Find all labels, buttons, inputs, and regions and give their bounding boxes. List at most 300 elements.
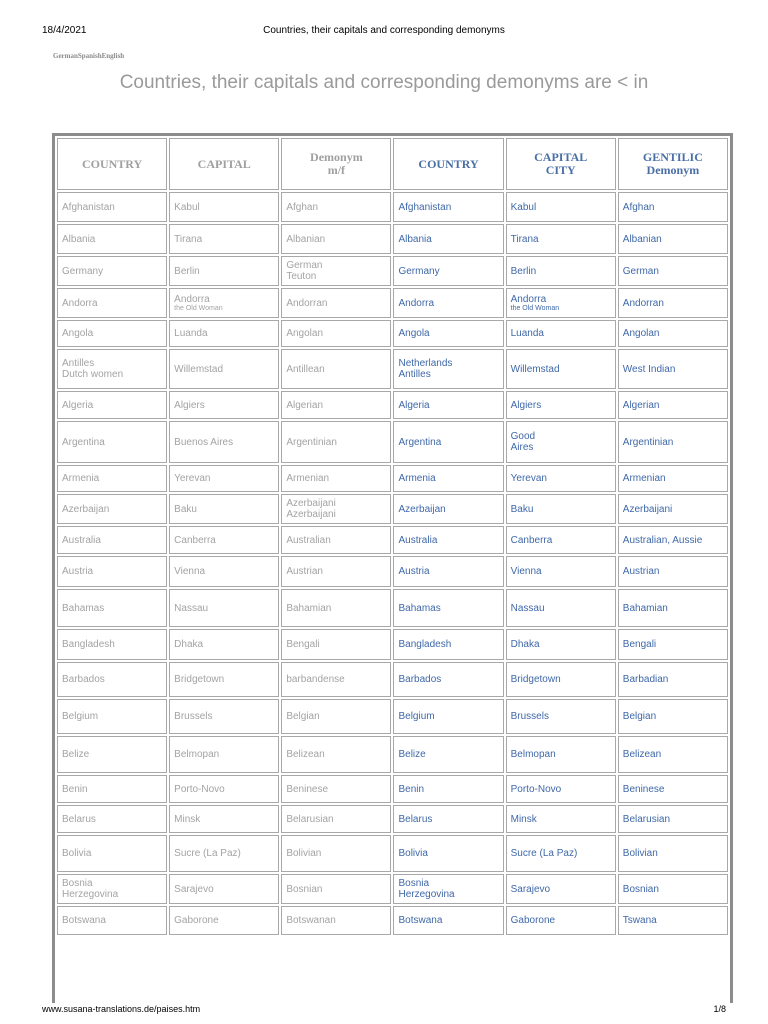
cell-demonym-es <box>281 589 391 627</box>
cell-text: Good <box>510 431 536 442</box>
cell-demonym-en <box>618 421 728 463</box>
cell-demonym-es <box>281 192 391 222</box>
cell-text: Bahamas <box>62 602 105 614</box>
table-row <box>57 465 728 492</box>
header-line: CAPITAL <box>534 150 588 164</box>
cell-text: Azerbaijan <box>398 503 446 515</box>
cell-text: Bridgetown <box>174 674 225 685</box>
cell-demonym-es <box>281 805 391 833</box>
cell-text: Tirana <box>174 233 203 245</box>
header-demonym-en <box>618 138 728 190</box>
cell-text: Luanda <box>510 328 544 339</box>
cell-text: Belgian <box>622 711 657 722</box>
table-row <box>57 736 728 773</box>
cell-text: Baku <box>510 503 534 515</box>
cell-text: Algeria <box>398 399 430 411</box>
cell-capital-en <box>506 494 616 524</box>
language-links[interactable]: GermanSpanishEnglish <box>53 52 125 60</box>
cell-country-es <box>57 349 167 389</box>
cell-country-en <box>393 192 503 222</box>
cell-demonym-es <box>281 629 391 660</box>
cell-demonym-es <box>281 421 391 463</box>
cell-text: Armenian <box>286 473 330 484</box>
cell-text: Luanda <box>174 328 208 339</box>
cell-capital-en <box>506 805 616 833</box>
cell-text: Bahamas <box>398 602 441 614</box>
cell-country-es <box>57 224 167 254</box>
cell-text: Herzegovina <box>398 889 455 900</box>
cell-demonym-es <box>281 526 391 554</box>
table-row <box>57 805 728 833</box>
cell-demonym-es <box>281 224 391 254</box>
table-row <box>57 662 728 697</box>
cell-text: Albania <box>398 233 432 245</box>
cell-capital-es <box>169 699 279 734</box>
cell-text: Austrian <box>622 566 660 577</box>
cell-text: Angolan <box>622 328 660 339</box>
cell-capital-es <box>169 835 279 872</box>
cell-country-en <box>393 526 503 554</box>
cell-text: Yerevan <box>174 473 211 484</box>
cell-demonym-es <box>281 556 391 587</box>
header-line: GENTILIC <box>642 150 703 164</box>
cell-country-es <box>57 662 167 697</box>
cell-text: Austria <box>398 566 430 577</box>
cell-text: Australia <box>398 534 438 546</box>
cell-demonym-en <box>618 629 728 660</box>
cell-text: Belarus <box>62 813 96 825</box>
cell-text: Belmopan <box>174 749 220 760</box>
cell-text: Algerian <box>286 399 324 411</box>
cell-text: Azerbaijani <box>286 509 336 520</box>
cell-text: Dhaka <box>510 639 540 650</box>
cell-text: Belgian <box>286 711 320 722</box>
cell-capital-es <box>169 629 279 660</box>
cell-text: Nassau <box>510 602 545 614</box>
cell-text: Azerbaijan <box>62 503 110 515</box>
header-line: Demonym <box>646 163 700 177</box>
cell-capital-en <box>506 349 616 389</box>
cell-text: Belize <box>62 749 90 760</box>
cell-text: Botswana <box>398 915 443 926</box>
cell-capital-en <box>506 224 616 254</box>
cell-text: Dutch women <box>62 369 124 380</box>
cell-text: Antilles <box>62 358 95 369</box>
cell-text: Algeria <box>62 399 94 411</box>
cell-capital-en <box>506 699 616 734</box>
cell-text: Austrian <box>286 566 323 577</box>
table-row <box>57 256 728 286</box>
table-header-row <box>57 138 728 190</box>
cell-text: Armenia <box>62 473 100 484</box>
table-row <box>57 349 728 389</box>
header-line: COUNTRY <box>81 156 143 171</box>
cell-country-en <box>393 736 503 773</box>
cell-text: Vienna <box>174 566 206 577</box>
cell-text: Netherlands <box>398 358 453 369</box>
cell-text: Teuton <box>286 271 317 282</box>
cell-country-es <box>57 320 167 347</box>
cell-text: Argentinian <box>622 436 674 448</box>
cell-country-es <box>57 629 167 660</box>
cell-demonym-es <box>281 835 391 872</box>
cell-capital-es <box>169 192 279 222</box>
header-line: m/f <box>327 163 346 177</box>
cell-capital-es <box>169 805 279 833</box>
cell-text: Belgium <box>62 711 99 722</box>
print-date: 18/4/2021 <box>42 25 87 36</box>
cell-text: Austria <box>62 566 94 577</box>
cell-text: Brussels <box>174 711 213 722</box>
cell-country-en <box>393 662 503 697</box>
cell-capital-en <box>506 465 616 492</box>
cell-text: Albania <box>62 233 96 245</box>
cell-text: Azerbaijani <box>622 503 673 515</box>
cell-text: Sarajevo <box>174 883 214 895</box>
cell-country-es <box>57 556 167 587</box>
cell-text: Kabul <box>174 201 200 213</box>
cell-demonym-en <box>618 256 728 286</box>
cell-text: Argentinian <box>286 436 337 448</box>
cell-text: Germany <box>62 265 104 277</box>
cell-text: Albanian <box>622 233 662 245</box>
cell-capital-es <box>169 320 279 347</box>
cell-capital-en <box>506 629 616 660</box>
cell-capital-en <box>506 192 616 222</box>
cell-demonym-es <box>281 699 391 734</box>
print-header <box>42 25 726 39</box>
cell-text: Barbadian <box>622 674 669 685</box>
cell-capital-es <box>169 526 279 554</box>
cell-text: Barbados <box>398 674 442 685</box>
cell-text: Afghan <box>286 201 319 213</box>
cell-text: Andorran <box>286 297 328 309</box>
cell-capital-en <box>506 556 616 587</box>
cell-country-en <box>393 349 503 389</box>
cell-demonym-en <box>618 589 728 627</box>
cell-text: Algiers <box>174 399 205 411</box>
cell-text: Andorran <box>622 297 664 309</box>
cell-text: Aires <box>510 442 534 453</box>
cell-text: Bolivia <box>62 848 92 859</box>
cell-text: Angola <box>62 328 94 339</box>
cell-text: Argentina <box>398 436 442 448</box>
cell-text: Belize <box>398 749 426 760</box>
cell-capital-en <box>506 391 616 419</box>
cell-capital-es <box>169 736 279 773</box>
cell-text: Vienna <box>510 566 542 577</box>
table-row <box>57 421 728 463</box>
cell-capital-en <box>506 874 616 904</box>
cell-capital-en <box>506 320 616 347</box>
table-row <box>57 192 728 222</box>
header-capital-es <box>169 138 279 190</box>
cell-demonym-es <box>281 391 391 419</box>
header-line: CITY <box>545 163 576 177</box>
cell-text: Willemstad <box>510 363 560 375</box>
cell-demonym-en <box>618 699 728 734</box>
table-row <box>57 556 728 587</box>
cell-text: the Old Woman <box>174 304 223 312</box>
cell-text: Afghan <box>622 201 655 213</box>
cell-demonym-es <box>281 906 391 935</box>
cell-text: Kabul <box>510 201 537 213</box>
header-line: COUNTRY <box>418 156 479 171</box>
cell-country-en <box>393 906 503 935</box>
cell-text: Afghanistan <box>62 201 115 213</box>
cell-capital-es <box>169 589 279 627</box>
table-row <box>57 391 728 419</box>
header-demonym-es <box>281 138 391 190</box>
table-body <box>57 192 728 935</box>
cell-text: Bolivia <box>398 848 428 859</box>
cell-country-en <box>393 629 503 660</box>
cell-text: Bosnian <box>286 883 323 895</box>
cell-text: Albanian <box>286 233 326 245</box>
cell-capital-es <box>169 256 279 286</box>
cell-text: Bolivian <box>286 848 322 859</box>
cell-text: Belarusian <box>622 813 671 825</box>
cell-demonym-en <box>618 192 728 222</box>
cell-capital-en <box>506 589 616 627</box>
cell-capital-es <box>169 662 279 697</box>
header-line: Demonym <box>310 150 363 164</box>
cell-text: Yerevan <box>510 473 547 484</box>
cell-text: Minsk <box>510 813 537 825</box>
cell-text: Porto-Novo <box>174 783 225 795</box>
cell-text: Australian, Aussie <box>622 534 703 546</box>
cell-country-en <box>393 391 503 419</box>
cell-text: Barbados <box>62 674 105 685</box>
table-row <box>57 874 728 904</box>
cell-demonym-en <box>618 835 728 872</box>
cell-text: Bolivian <box>622 848 658 859</box>
cell-capital-en <box>506 288 616 318</box>
cell-capital-es <box>169 288 279 318</box>
cell-capital-en <box>506 835 616 872</box>
cell-demonym-en <box>618 320 728 347</box>
cell-demonym-es <box>281 736 391 773</box>
cell-text: the Old Woman <box>510 304 560 312</box>
cell-text: West Indian <box>622 363 676 375</box>
cell-text: Belizean <box>622 749 662 760</box>
cell-text: Nassau <box>174 602 209 614</box>
print-title: Countries, their capitals and corresponding demonyms <box>263 25 505 36</box>
cell-capital-es <box>169 465 279 492</box>
cell-country-es <box>57 699 167 734</box>
cell-country-en <box>393 224 503 254</box>
cell-text: Argentina <box>62 436 105 448</box>
header-capital-en <box>506 138 616 190</box>
cell-country-es <box>57 288 167 318</box>
cell-capital-es <box>169 391 279 419</box>
cell-country-es <box>57 421 167 463</box>
cell-text: Belarus <box>398 813 433 825</box>
cell-country-en <box>393 835 503 872</box>
cell-text: Minsk <box>174 813 201 825</box>
cell-capital-en <box>506 662 616 697</box>
cell-country-es <box>57 589 167 627</box>
countries-table-container <box>52 133 733 1003</box>
cell-country-en <box>393 465 503 492</box>
cell-text: Bengali <box>622 639 657 650</box>
cell-capital-en <box>506 526 616 554</box>
cell-text: Botswana <box>62 915 106 926</box>
countries-table <box>55 136 730 937</box>
cell-demonym-es <box>281 288 391 318</box>
cell-text: Bangladesh <box>62 639 115 650</box>
cell-text: Willemstad <box>174 363 224 375</box>
cell-demonym-es <box>281 465 391 492</box>
cell-text: barbandense <box>286 674 345 685</box>
cell-country-es <box>57 494 167 524</box>
cell-text: Belizean <box>286 749 325 760</box>
cell-demonym-en <box>618 736 728 773</box>
cell-text: Angolan <box>286 328 324 339</box>
cell-demonym-en <box>618 349 728 389</box>
table-row <box>57 526 728 554</box>
cell-text: Antillean <box>286 363 325 375</box>
cell-capital-en <box>506 256 616 286</box>
cell-country-en <box>393 320 503 347</box>
table-row <box>57 320 728 347</box>
cell-text: Beninese <box>622 783 665 795</box>
cell-capital-es <box>169 775 279 803</box>
header-line: CAPITAL <box>197 156 251 171</box>
cell-country-en <box>393 805 503 833</box>
cell-text: Bosnian <box>622 883 659 895</box>
cell-country-en <box>393 589 503 627</box>
cell-country-es <box>57 256 167 286</box>
cell-text: Bahamian <box>286 602 332 614</box>
cell-country-en <box>393 288 503 318</box>
cell-text: Sucre (La Paz) <box>510 848 578 859</box>
cell-country-es <box>57 736 167 773</box>
footer-url: www.susana-translations.de/paises.htm <box>42 1004 201 1014</box>
cell-demonym-en <box>618 391 728 419</box>
table-row <box>57 775 728 803</box>
cell-text: Porto-Novo <box>510 783 562 795</box>
cell-country-es <box>57 835 167 872</box>
cell-text: Andorra <box>510 293 547 305</box>
table-row <box>57 224 728 254</box>
cell-text: Armenian <box>622 473 666 484</box>
cell-capital-en <box>506 736 616 773</box>
cell-country-es <box>57 391 167 419</box>
cell-text: Australia <box>62 534 101 546</box>
cell-text: Angola <box>398 328 430 339</box>
cell-text: Belarusian <box>286 813 334 825</box>
cell-demonym-es <box>281 320 391 347</box>
cell-text: Belmopan <box>510 749 556 760</box>
cell-demonym-es <box>281 775 391 803</box>
cell-demonym-es <box>281 256 391 286</box>
cell-demonym-es <box>281 494 391 524</box>
cell-country-en <box>393 699 503 734</box>
header-country-es <box>57 138 167 190</box>
cell-demonym-en <box>618 526 728 554</box>
cell-demonym-es <box>281 349 391 389</box>
cell-country-en <box>393 775 503 803</box>
cell-text: Algiers <box>510 399 542 411</box>
page-title: Countries, their capitals and corresponding demonyms are < in <box>119 72 649 93</box>
cell-country-es <box>57 874 167 904</box>
cell-demonym-en <box>618 465 728 492</box>
cell-text: Brussels <box>510 711 549 722</box>
cell-text: Gaborone <box>510 915 556 926</box>
cell-country-en <box>393 256 503 286</box>
page-number: 1/8 <box>713 1004 726 1014</box>
cell-text: Canberra <box>510 534 553 546</box>
cell-capital-es <box>169 349 279 389</box>
cell-text: Benin <box>398 783 425 795</box>
cell-text: Botswanan <box>286 915 336 926</box>
cell-demonym-en <box>618 662 728 697</box>
cell-country-es <box>57 805 167 833</box>
table-row <box>57 629 728 660</box>
cell-text: Armenia <box>398 473 436 484</box>
cell-text: Bridgetown <box>510 674 561 685</box>
cell-country-en <box>393 421 503 463</box>
cell-demonym-en <box>618 494 728 524</box>
cell-capital-es <box>169 494 279 524</box>
cell-text: Azerbaijani <box>286 498 336 509</box>
cell-text: Baku <box>174 503 197 515</box>
header-country-en <box>393 138 503 190</box>
cell-text: Sucre (La Paz) <box>174 848 241 859</box>
cell-text: Belgium <box>398 711 435 722</box>
cell-country-en <box>393 494 503 524</box>
cell-demonym-en <box>618 556 728 587</box>
cell-text: Berlin <box>174 265 200 277</box>
cell-capital-en <box>506 906 616 935</box>
cell-demonym-en <box>618 805 728 833</box>
cell-demonym-es <box>281 662 391 697</box>
cell-text: Berlin <box>510 265 537 277</box>
table-row <box>57 906 728 935</box>
cell-text: Afghanistan <box>398 201 452 213</box>
cell-text: Bangladesh <box>398 639 452 650</box>
cell-text: Sarajevo <box>510 883 551 895</box>
cell-demonym-en <box>618 224 728 254</box>
cell-demonym-es <box>281 874 391 904</box>
cell-text: Algerian <box>622 399 660 411</box>
cell-text: Canberra <box>174 534 216 546</box>
cell-text: Buenos Aires <box>174 436 234 448</box>
cell-country-en <box>393 874 503 904</box>
cell-text: Tirana <box>510 233 539 245</box>
cell-text: Bengali <box>286 639 320 650</box>
cell-text: Dhaka <box>174 639 204 650</box>
cell-text: Bosnia <box>62 878 93 889</box>
cell-text: Bahamian <box>622 602 668 614</box>
table-row <box>57 288 728 318</box>
table-row <box>57 699 728 734</box>
cell-text: Germany <box>398 265 440 277</box>
cell-capital-en <box>506 775 616 803</box>
cell-country-es <box>57 775 167 803</box>
cell-text: Beninese <box>286 783 329 795</box>
cell-text: Australian <box>286 534 331 546</box>
cell-country-en <box>393 556 503 587</box>
table-row <box>57 589 728 627</box>
cell-text: Antilles <box>398 369 431 380</box>
cell-text: Tswana <box>622 915 657 926</box>
cell-text: Andorra <box>62 297 98 309</box>
cell-text: Andorra <box>398 297 435 309</box>
cell-country-es <box>57 465 167 492</box>
cell-text: German <box>286 260 323 271</box>
